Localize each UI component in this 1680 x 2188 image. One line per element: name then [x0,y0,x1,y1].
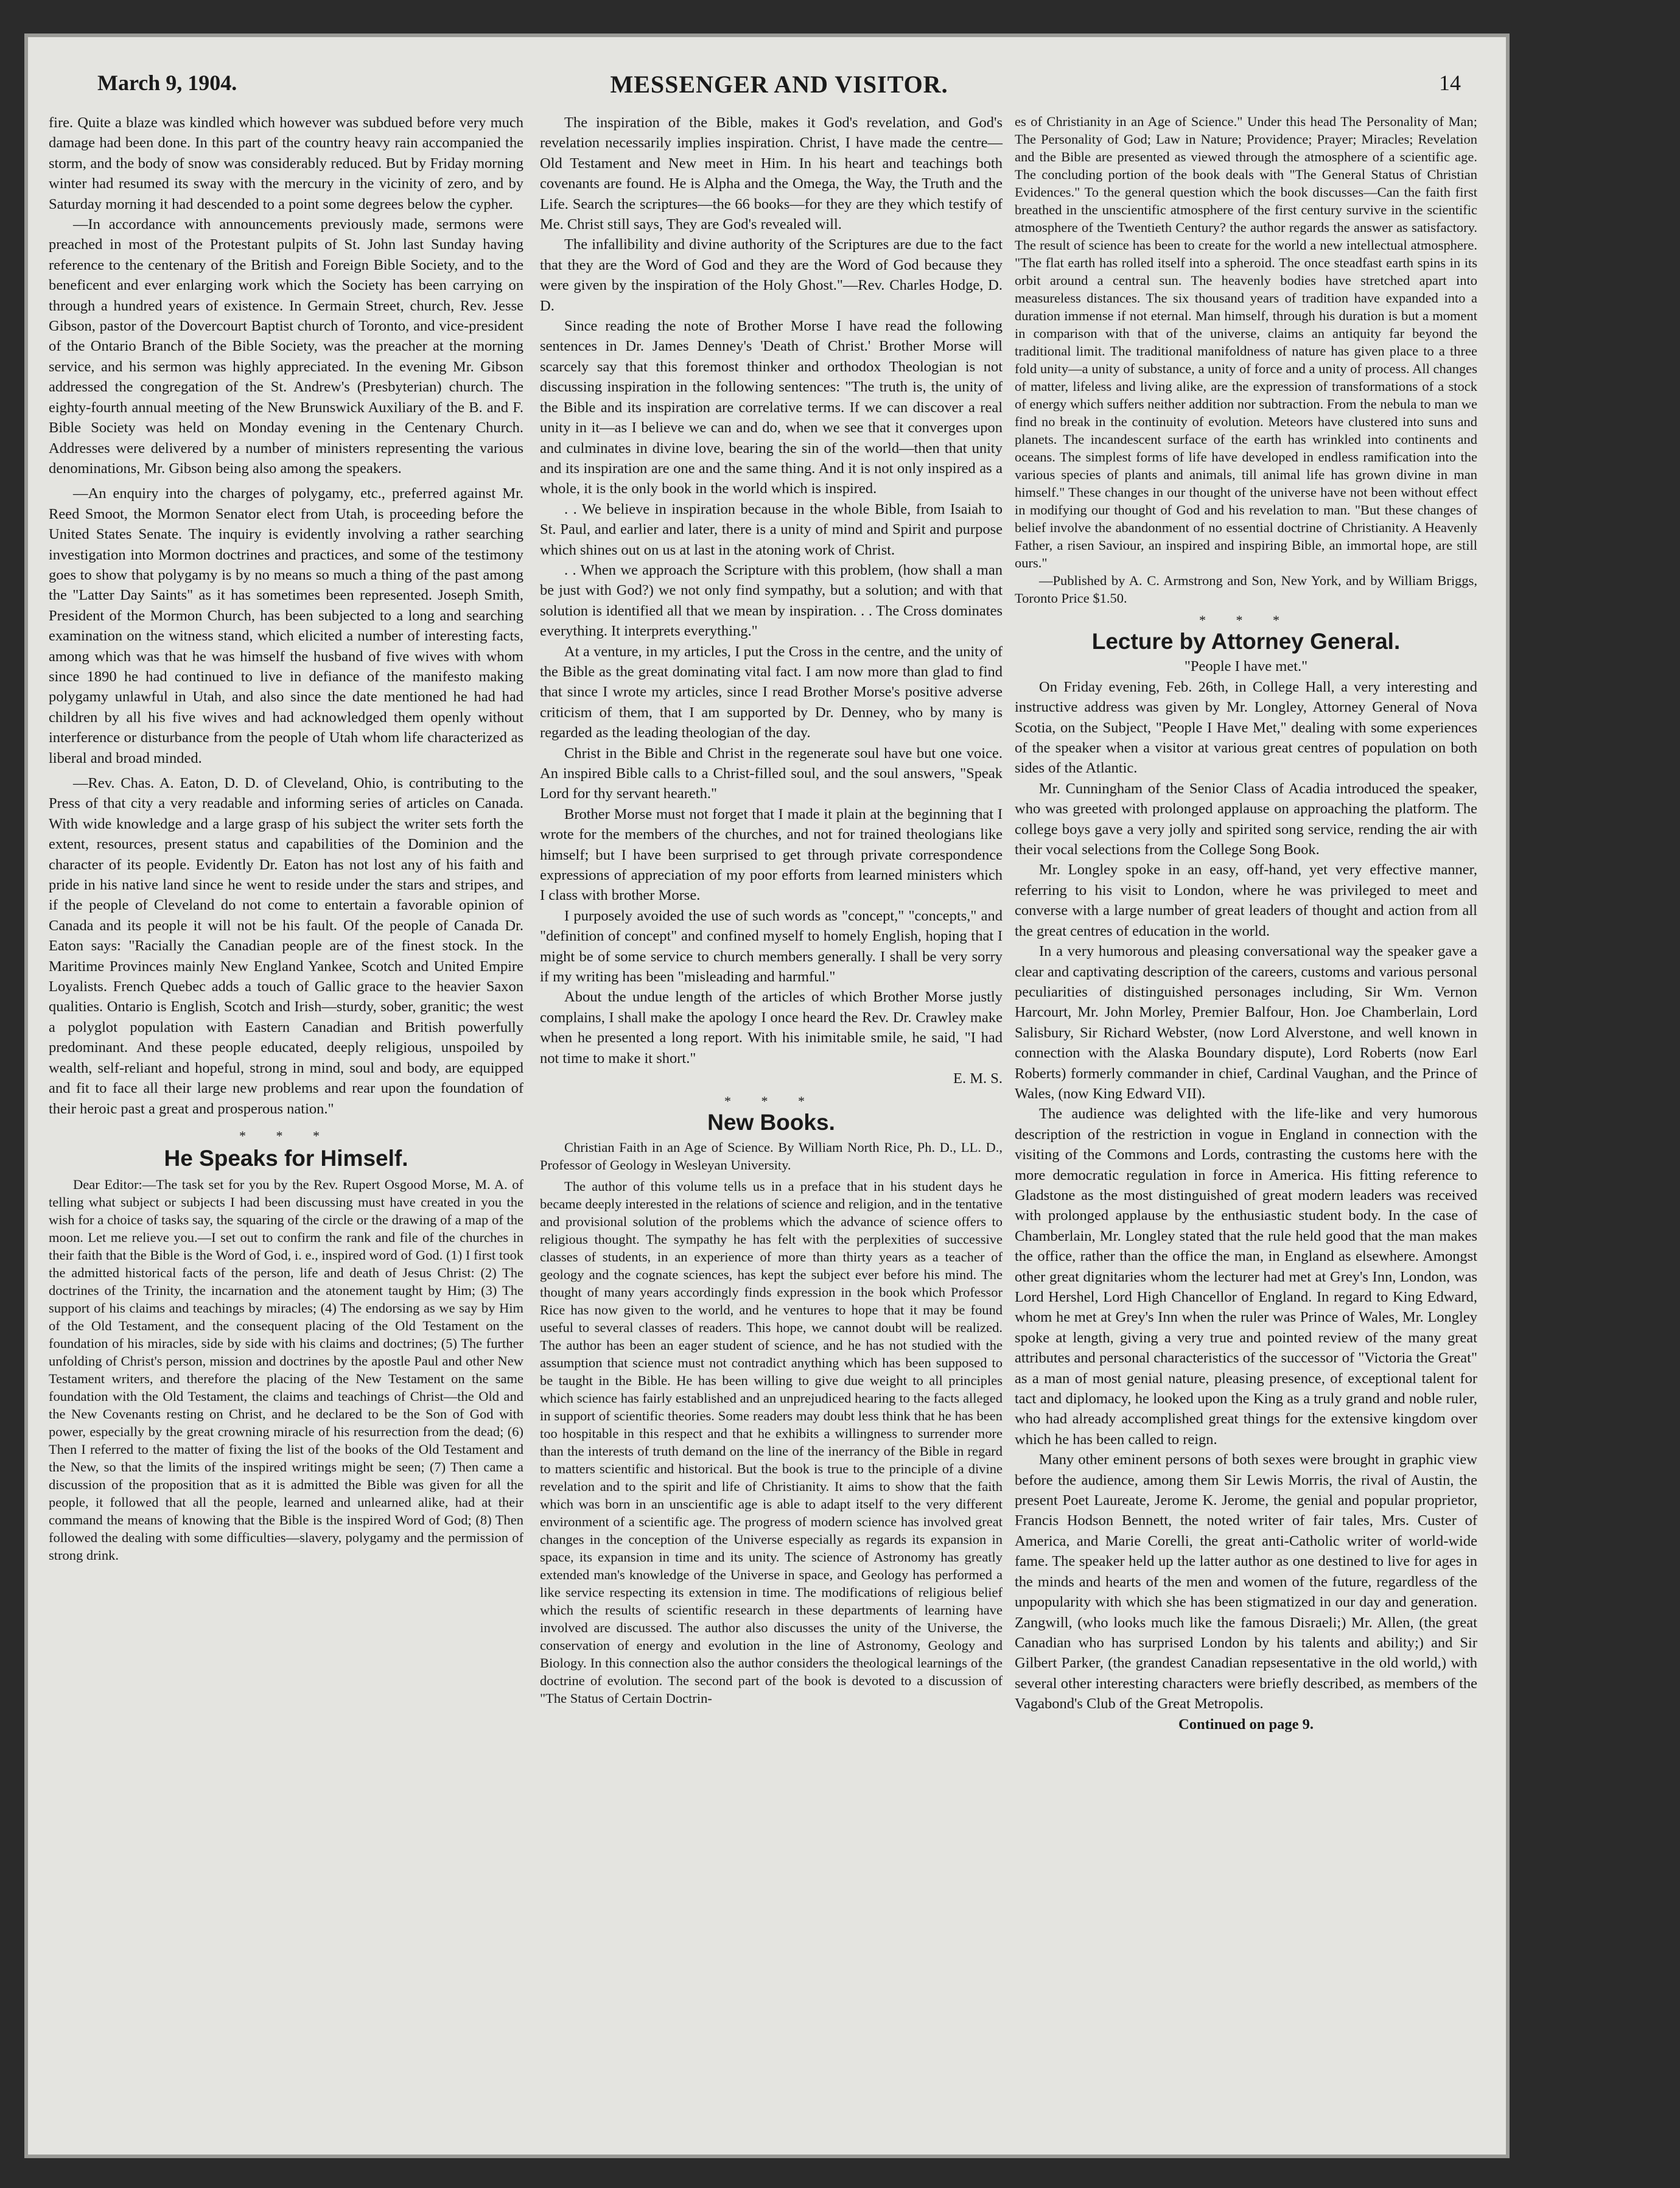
page-header [97,70,1461,107]
paragraph: . . We believe in inspiration because in the whole Bible, from Isaiah to St. Paul, and earlier and later, there is a unity of mind and Spirit and purpose which shines out on us at last in the atoning work of Christ. [540,500,1003,558]
paragraph: Brother Morse must not forget that I made it plain at the beginning that I wrote for the members of the churches, and not for trained theologians like himself; but I have been surprised to get through private correspondence expressions of appreciation of my poor efforts from learned ministers which I class with brother Morse. [540,805,1003,904]
paragraph: I purposely avoided the use of such words as "concept," "concepts," and "definition of concept" and confined myself to homely English, hoping that I might be of some service to church members generally. I shall be very sorry if my writing has been "misleading and harmful." [540,907,1003,986]
article-heading: He Speaks for Himself. [164,1145,408,1171]
paragraph: In a very humorous and pleasing conversational way the speaker gave a clear and captivating description of the careers, customs and various personal peculiarities of distinguished personages including, Sir Wm. Vernon Harcourt, Mr. John Morley, Premier Balfour, Hon. Joe Chamberlain, Lord Salisbury, Sir Richard Webster, (now Lord Alverstone, and well known in connection with the Alaska Boundary dispute), Lord Roberts (now Earl Roberts) formerly commander in chief, Cardinal Vaughan, and the Prince of Wales, (now King Edward VII). [1015,943,1477,1102]
paragraph: es of Christianity in an Age of Science." Under this head The Personality of Man; The Personality of God; Law in Nature; Providence; Prayer; Miracles; Revelation and the Bible are presented as viewed through the atmosphere of a scientific age. The concluding portion of the book deals with "The General Status of Christian Evidences." To the general question which the book discusses—Can the faith first breathed in the unscientific atmosphere of the first century survive in the scientific atmosphere of the Twentieth Century? the author regards the answer as satisfactory. The result of science has been to create for the world a new intellectual atmosphere. "The flat earth has rolled itself into a spheroid. The once steadfast earth spins in its orbit around a central sun. The heavenly bodies have stretched apart into measureless distances. The six thousand years of tradition have expanded into a duration immense if not eternal. Man himself, through his duration is but a moment in comparison with that of the universe, claims an antiquity far beyond the traditional limit. The traditional manifoldness of nature has given place to a three fold unity—a unity of substance, a unity of force and a unity of process. All changes of matter, lifeless and living alike, are the expression of transformations of a stock of energy which suffers neither addition nor subtraction. From the nebula to man we find no break in the continuity of evolution. Meteors have clustered into suns and planets. The incandescent surface of the earth has wrinkled into continents and oceans. The simplest forms of life have developed in endless ramification into the various species of plants and animals, till animal life has grown divine in man himself." These changes in our thought of the universe have not been without effect in modifying our thought of God and his revelation to man. "But these changes of belief involve the abandonment of no essential doctrine of Christianity. A Heavenly Father, a risen Saviour, an inspired and inspiring Bible, an immortal hope, are still ours." [1015,114,1477,570]
paragraph: —Rev. Chas. A. Eaton, D. D. of Cleveland, Ohio, is contributing to the Press of that city a very readable and informing series of articles on Canada. With wide knowledge and a large grasp of his subject the writer sets forth the extent, resources, present status and capabilities of the Dominion and the character of its people. Evidently Dr. Eaton has not lost any of his faith and pride in his native land since he went to reside under the stars and stripes, and if the people of Cleveland do not come to entertain a favorable opinion of Canada and its people it will not be his fault. Of the people of Canada Dr. Eaton says: "Racially the Canadian people are of the finest stock. In the Maritime Provinces mainly New England Yankee, Scotch and United Empire Loyalists. French Quebec adds a touch of Gallic grace to the heavier Saxon qualities. Ontario is English, Scotch and Irish—sturdy, sober, granitic; the west a polyglot population with Eastern Canadian and British powerfully predominant. And these people educated, deeply religious, unspoiled by wealth, self-reliant and hopeful, strong in mind, soul and body, are equipped and fit to face all their large new problems and rear upon the foundation of their heroic past a great and prosperous nation." [49,775,523,1117]
section-divider: * * * [239,1127,333,1143]
continued-note: Continued on page 9. [1178,1716,1314,1733]
book-title: Christian Faith in an Age of Science. By William North Rice, Ph. D., LL. D., Professor of Geology in Wesleyan University. [540,1139,1003,1173]
paragraph: About the undue length of the articles of which Brother Morse justly complains, I shall make the apology I once heard the Rev. Dr. Crawley make when he presented a long report. With his inimitable smile, he said, "I had not time to make it short." [540,989,1003,1067]
section-divider: * * * [1199,612,1293,628]
issue-date: March 9, 1904. [97,71,237,95]
paragraph: Since reading the note of Brother Morse I have read the following sentences in Dr. James Denney's 'Death of Christ.' Brother Morse will scarcely say that this foremost thinker and orthodox Theologian is not discussing inspiration in the following sentences: "The truth is, the unity of the Bible and its inspiration are correlative terms. If we can discover a real unity in it—as I believe we can and do, when we see that it converges upon and culminates in divine love, bearing the sin of the world—then that unity and its inspiration are one and the same thing. And it is not only inspired as a whole, it is the only book in the world which is inspired. [540,318,1003,497]
paragraph: . . When we approach the Scripture with this problem, (how shall a man be just with God?) we not only find sympathy, but a solution; and with that solution is identified all that we mean by inspiration. . . The Cross dominates everything. It interprets everything." [540,561,1003,640]
paragraph: On Friday evening, Feb. 26th, in College Hall, a very interesting and instructive address was given by Mr. Longley, Attorney General of Nova Scotia, on the Subject, "People I Have Met," dealing with some experiences of the speaker when a visitor at various great centres of population on both sides of the Atlantic. [1015,678,1477,777]
paragraph: The inspiration of the Bible, makes it God's revelation, and God's revelation necessarily implies inspiration. Christ, I have made the centre—Old Testament and New meet in Him. In his heart and teachings both covenants are found. He is Alpha and the Omega, the Way, the Truth and the Life. Search the scriptures—the 66 books—for they are they which testify of Me. Christ still says, They are God's revealed will. [540,114,1003,233]
publisher-note: —Published by A. C. Armstrong and Son, New York, and by William Briggs, Toronto Price $1.50. [1015,573,1477,606]
paragraph: The audience was delighted with the life-like and very humorous description of the restriction in vogue in England in connection with the visiting of the Commons and Lords, contrasting the customs here with the more democratic regulation in force in America. His fitting reference to Gladstone as the most distinguished of great modern leaders was received with prolonged applause by the enthusiastic student body. In the case of Chamberlain, Mr. Longley stated that the rule held good that the man makes the office, rather than the office the man, in England as elsewhere. Amongst other great dignitaries whom the lecturer had met at Grey's Inn, London, was Lord Hershel, Lord High Chancellor of England. In regard to King Edward, whom he met at Grey's Inn when the ruler was Prince of Wales, Mr. Longley spoke at length, giving a very true and pointed review of the many great attributes and personal characteristics of the successor of "Victoria the Great" as a man of most genial nature, pleasing presence, of exceptional talent for tact and diplomacy, he looked upon the King as a truly grand and noble ruler, who had already accomplished great things for the extensive kingdom over which he has been called to reign. [1015,1106,1477,1448]
paragraph: The infallibility and divine authority of the Scriptures are due to the fact that they are the Word of God and they are the Word of God because they were given by the inspiration of the Holy Ghost."—Rev. Charles Hodge, D. D. [540,236,1003,314]
paragraph: Christ in the Bible and Christ in the regenerate soul have but one voice. An inspired Bible calls to a Christ-filled soul, and the soul answers, "Speak Lord for thy servant heareth." [540,745,1003,802]
signature: E. M. S. [953,1070,1003,1087]
paragraph: Dear Editor:—The task set for you by the Rev. Rupert Osgood Morse, M. A. of telling what subject or subjects I had been discussing must have created in you the wish for a choice of tasks say, the squaring of the circle or the drawing of a map of the moon. Let me relieve you.—I set out to confirm the rank and file of the churches in their faith that the Bible is the Word of God, i. e., inspired word of God. (1) I first took the admitted historical facts of the person, life and death of Jesus Christ: (2) The doctrines of the Trinity, the incarnation and the atonement taught by Him; (3) The support of his claims and teachings by miracles; (4) The endorsing as we say by Him of the Old Testament, and the consequent placing of the Old Testament on the foundation of his miracles, side by side with his claims and doctrines; (5) The further unfolding of Christ's person, mission and doctrines by the apostle Paul and other New Testament writers, and therefore the placing of the New Testament on the same foundation with the Old Testament, the claims and teachings of Christ—the Old and the New Covenants resting on Christ, and he declared to be the Son of God with power, especially by the great crowning miracle of his resurrection from the dead; (6) Then I referred to the matter of fixing the list of the books of the Old Testament and the New, so that the limits of the inspired writings might be seen; (7) Then came a discussion of the proposition that as it is admitted the Bible was given for all the people, it followed that all the people, learned and unlearned alike, had at their command the means of knowing that the Bible is the inspired Word of God; (8) Then followed the dealing with some difficulties—slavery, polygamy and the permission of strong drink. [49,1177,523,1563]
paragraph: Mr. Longley spoke in an easy, off-hand, yet very effective manner, referring to his visit to London, where he was privileged to meet and converse with a large number of great leaders of thought and action from all the great centres of education in the world. [1015,861,1477,939]
paragraph: At a venture, in my articles, I put the Cross in the centre, and the unity of the Bible as the great dominating vital fact. I am now more than glad to find that since I wrote my articles, since I read Brother Morse's positive adverse criticism of them, that I am supported by Dr. Denney, who by many is regarded as the leading theologian of the day. [540,643,1003,742]
paragraph: The author of this volume tells us in a preface that in his student days he became deeply interested in the relations of science and religion, and in the tentative and provisional solution of the problems which the advance of science offers to religious thought. The sympathy he has felt with the perplexities of successive classes of students, in an experience of more than thirty years as a teacher of geology and the cognate sciences, has kept the subject ever before his mind. The thought of many years accordingly finds expression in the book which Professor Rice has now given to the world, and he ventures to hope that it may be found useful to several classes of readers. This hope, we cannot doubt will be realized. The author has been an eager student of science, and he has not studied with the assumption that science must not contradict anything which has been supposed to be taught in the Bible. He has been willing to give due weight to all principles which science has fairly established and an unprejudiced hearing to the facts alleged in support of scientific theories. Some readers may doubt less think that he has been too hospitable in this respect and that he exhibits a willingness to surrender more than the interests of truth demand on the line of the inerrancy of the Bible in regard to matters scientific and historical. But the book is true to the principle of a divine revelation and to the spirit and life of Christianity. It aims to show that the faith which was born in an unscientific age is able to adapt itself to the very different environment of a scientific age. The progress of modern science has involved great changes in the conception of the Universe especially as regards its expansion in space, its expansion in time and its unity. The science of Astronomy has greatly extended man's knowledge of the Universe in space, and Geology has performed a like service respecting its extension in time. The modifications of religious belief which the results of scientific research in these departments of learning have involved are discussed. The author also discusses the unity of the Universe, the conservation of energy and evolution in the line of Astronomy, Geology and Biology. In this connection also the author considers the theological learnings of the doctrine of evolution. The second part of the book is devoted to a discussion of "The Status of Certain Doctrin- [540,1178,1003,1706]
article-subtitle: "People I have met." [1184,658,1308,675]
column-2 [540,113,1003,1707]
paragraph: —An enquiry into the charges of polygamy, etc., preferred against Mr. Reed Smoot, the Mormon Senator elect from Utah, is proceeding before the United States Senate. The inquiry is evidently involving a rather searching investigation into Mormon doctrines and practices, and some of the testimony goes to show that polygamy is by no means so much a thing of the past among the "Latter Day Saints" as it has sometimes been represented. Joseph Smith, President of the Mormon Church, has been subjected to a long and searching examination on the witness stand, which elicited a number of interesting facts, among which was that he was himself the husband of five wives with whom since 1890 he had continued to live in defiance of the manifesto making polygamy unlawful in Utah, and also since the date mentioned he had had children by all his five wives and had acknowledged them openly without interference or disturbance from the people of Utah whom life characterized as liberal and broad minded. [49,485,523,766]
newspaper-page [24,33,1510,2158]
page-number: 14 [1439,71,1461,95]
column-1 [49,113,523,1564]
paragraph: —In accordance with announcements previously made, sermons were preached in most of the Protestant pulpits of St. John last Sunday having reference to the centenary of the British and Foreign Bible Society, and to the beneficent and ever enlarging work which the Society has been carrying on through a hundred years of existence. In Germain Street, church, Rev. Jesse Gibson, pastor of the Dovercourt Baptist church of Toronto, and vice-president of the Ontario Branch of the Bible Society, was the preacher at the morning service, and his sermon was highly appreciated. In the evening Mr. Gibson addressed the congregation of the St. Andrew's (Presbyterian) church. The eighty-fourth annual meeting of the New Brunswick Auxiliary of the B. and F. Bible Society was held on Monday evening in the Centenary Church. Addresses were delivered by a number of ministers representing the various denominations, Mr. Gibson being also among the speakers. [49,216,523,477]
paragraph: fire. Quite a blaze was kindled which however was subdued before very much damage had been done. In this part of the country heavy rain accompanied the storm, and the body of snow was considerably reduced. But by Friday morning winter had resumed its sway with the mercury in the vicinity of zero, and by Saturday morning it had descended to a point some degrees below the cypher. [49,114,523,212]
section-divider: * * * [724,1093,818,1109]
article-heading: New Books. [707,1109,835,1135]
paragraph: Many other eminent persons of both sexes were brought in graphic view before the audience, among them Sir Lewis Morris, the rival of Austin, the present Poet Laureate, Jerome K. Jerome, the genial and popular proprietor, Francis Hodson Bennett, the noted writer of fair tales, Mrs. Custer of America, and Marie Corelli, the great anti-Catholic writer of world-wide fame. The speaker held up the latter author as one destined to live for ages in the minds and hearts of the men and women of the future, regardless of the unpopularity with which she has been stigmatized in our day and generation. Zangwill, (who looks much like the famous Disraeli;) Mr. Allen, (the great Canadian who has surprised London by his talents and ability;) and Sir Gilbert Parker, (the grandest Canadian repsesentative in the old world,) with several other interesting characters were briefly described, as members of the Vagabond's Club of the Great Metropolis. [1015,1451,1477,1713]
masthead-title: MESSENGER AND VISITOR. [610,71,948,98]
paragraph: Mr. Cunningham of the Senior Class of Acadia introduced the speaker, who was greeted with prolonged applause on approaching the platform. The college boys gave a very jolly and spirited song service, rending the air with their vocal selections from the College Song Book. [1015,780,1477,858]
article-heading: Lecture by Attorney General. [1091,629,1401,654]
column-3 [1015,113,1477,1734]
